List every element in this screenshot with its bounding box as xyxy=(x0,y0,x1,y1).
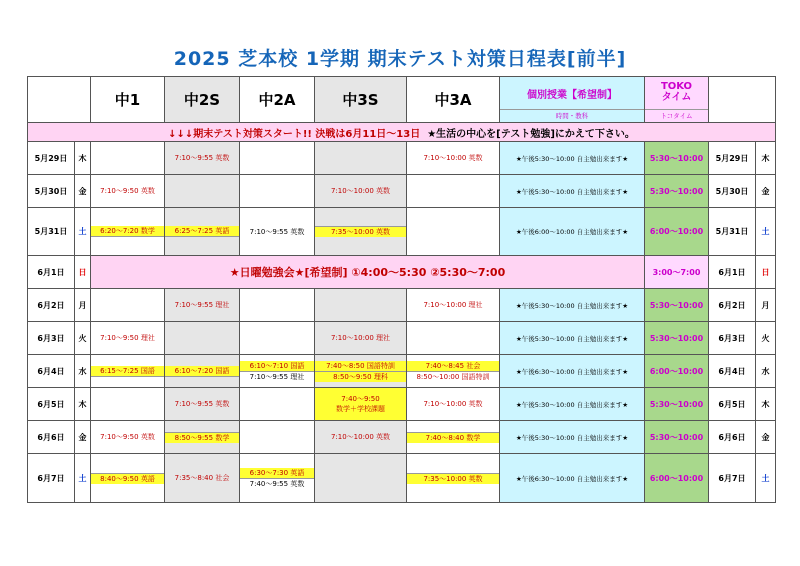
grade-header: 中2A xyxy=(240,77,315,123)
date-cell: 6月4日 xyxy=(28,355,75,388)
toko-header: TOKO タイム トコタイム xyxy=(645,77,709,123)
weekday-cell: 土 xyxy=(75,208,91,256)
class-cell: 7:10～10:00 理社 xyxy=(407,289,500,322)
class-cell: 7:10～10:00 英数 xyxy=(315,421,407,454)
date-cell: 6月3日 xyxy=(709,322,756,355)
date-cell: 6月7日 xyxy=(28,454,75,503)
class-cell: 8:50～9:55 数学 xyxy=(165,421,240,454)
table-row xyxy=(28,322,776,355)
weekday-cell: 金 xyxy=(756,421,776,454)
class-cell: 7:10～10:00 英数 xyxy=(315,175,407,208)
class-cell xyxy=(407,175,500,208)
class-cell: 7:10～9:50 理社 xyxy=(91,322,165,355)
grade-header: 中3S xyxy=(315,77,407,123)
class-cell xyxy=(240,175,315,208)
class-cell xyxy=(91,142,165,175)
class-cell xyxy=(407,322,500,355)
class-cell: 7:35～10:00 英数 xyxy=(407,454,500,503)
class-cell: 6:25～7:25 英語 xyxy=(165,208,240,256)
class-cell: 7:10～9:55 理社 xyxy=(165,289,240,322)
class-cell: 7:10～9:55 英数 xyxy=(165,142,240,175)
class-cell xyxy=(407,208,500,256)
table-row xyxy=(28,208,776,256)
class-cell xyxy=(165,322,240,355)
grade-header: 中3A xyxy=(407,77,500,123)
toko-cell: 5:30～10:00 xyxy=(645,289,709,322)
table-row xyxy=(28,175,776,208)
individual-cell: ★午後5:30～10:00 自主勉出来ます★ xyxy=(500,142,645,175)
toko-cell: 6:00～10:00 xyxy=(645,454,709,503)
date-cell: 6月1日 xyxy=(709,256,756,289)
table-row xyxy=(28,289,776,322)
class-cell: 8:40～9:50 英語 xyxy=(91,454,165,503)
weekday-cell: 木 xyxy=(756,142,776,175)
toko-cell: 5:30～10:00 xyxy=(645,388,709,421)
weekday-cell: 火 xyxy=(75,322,91,355)
class-cell xyxy=(240,421,315,454)
individual-cell: ★午後5:30～10:00 自主勉出来ます★ xyxy=(500,289,645,322)
class-cell xyxy=(315,142,407,175)
toko-cell: 5:30～10:00 xyxy=(645,142,709,175)
banner-row xyxy=(28,123,776,142)
weekday-cell: 水 xyxy=(75,355,91,388)
individual-header: 個別授業【希望制】 時間・教科 xyxy=(500,77,645,123)
table-row xyxy=(28,388,776,421)
class-cell: 7:10～9:55 英数 xyxy=(240,208,315,256)
date-cell: 5月31日 xyxy=(709,208,756,256)
date-cell: 5月30日 xyxy=(28,175,75,208)
date-cell: 5月29日 xyxy=(28,142,75,175)
class-cell: 7:10～10:00 英数 xyxy=(407,388,500,421)
grade-header: 中1 xyxy=(91,77,165,123)
header-row xyxy=(28,77,776,123)
individual-cell: ★午後6:00～10:00 自主勉出来ます★ xyxy=(500,208,645,256)
class-cell: 7:35～10:00 英数 xyxy=(315,208,407,256)
weekday-cell: 月 xyxy=(75,289,91,322)
date-cell: 6月2日 xyxy=(28,289,75,322)
individual-cell: ★午後6:30～10:00 自主勉出来ます★ xyxy=(500,355,645,388)
date-cell: 6月6日 xyxy=(28,421,75,454)
page-title: 2025 芝本校 1学期 期末テスト対策日程表[前半] xyxy=(173,48,627,70)
class-cell: 7:10～10:00 理社 xyxy=(315,322,407,355)
class-cell: 6:20～7:20 数学 xyxy=(91,208,165,256)
class-cell xyxy=(240,142,315,175)
class-cell xyxy=(240,289,315,322)
weekday-cell: 水 xyxy=(756,355,776,388)
toko-cell: 3:00～7:00 xyxy=(645,256,709,289)
individual-cell: ★午後5:30～10:00 自主勉出来ます★ xyxy=(500,322,645,355)
toko-cell: 6:00～10:00 xyxy=(645,355,709,388)
class-cell: 7:40～8:45 社会 8:50～10:00 国語特訓 xyxy=(407,355,500,388)
weekday-cell: 土 xyxy=(75,454,91,503)
date-cell: 6月2日 xyxy=(709,289,756,322)
class-cell xyxy=(91,289,165,322)
date-cell: 6月5日 xyxy=(28,388,75,421)
weekday-cell: 日 xyxy=(756,256,776,289)
table-row xyxy=(28,142,776,175)
class-cell: 6:10～7:10 国語 7:10～9:55 理社 xyxy=(240,355,315,388)
date-cell: 6月7日 xyxy=(709,454,756,503)
weekday-cell: 木 xyxy=(75,388,91,421)
weekday-cell: 金 xyxy=(756,175,776,208)
grade-header: 中2S xyxy=(165,77,240,123)
class-cell: 7:10～10:00 英数 xyxy=(407,142,500,175)
date-cell: 6月4日 xyxy=(709,355,756,388)
table-row xyxy=(28,256,776,289)
class-cell: 7:40～8:50 国語特訓 8:50～9:50 理科 xyxy=(315,355,407,388)
class-cell: 7:35～8:40 社会 xyxy=(165,454,240,503)
table-row xyxy=(28,421,776,454)
weekday-cell: 金 xyxy=(75,421,91,454)
class-cell: 7:10～9:50 英数 xyxy=(91,175,165,208)
class-cell: 6:15～7:25 国語 xyxy=(91,355,165,388)
individual-cell: ★午後5:30～10:00 自主勉出来ます★ xyxy=(500,175,645,208)
class-cell xyxy=(240,388,315,421)
toko-cell: 5:30～10:00 xyxy=(645,322,709,355)
weekday-cell: 木 xyxy=(75,142,91,175)
class-cell: 7:40～9:50 数学＋学校課題 xyxy=(315,388,407,421)
class-cell xyxy=(165,175,240,208)
class-cell: 7:10～9:50 英数 xyxy=(91,421,165,454)
individual-cell: ★午後5:30～10:00 自主勉出来ます★ xyxy=(500,421,645,454)
weekday-cell: 金 xyxy=(75,175,91,208)
toko-cell: 5:30～10:00 xyxy=(645,421,709,454)
toko-cell: 5:30～10:00 xyxy=(645,175,709,208)
individual-cell: ★午後5:30～10:00 自主勉出来ます★ xyxy=(500,388,645,421)
class-cell: 7:40～8:40 数学 xyxy=(407,421,500,454)
class-cell xyxy=(240,322,315,355)
date-cell: 6月5日 xyxy=(709,388,756,421)
individual-cell: ★午後6:30～10:00 自主勉出来ます★ xyxy=(500,454,645,503)
weekday-cell: 日 xyxy=(75,256,91,289)
weekday-cell: 木 xyxy=(756,388,776,421)
date-cell: 6月3日 xyxy=(28,322,75,355)
date-cell: 5月31日 xyxy=(28,208,75,256)
table-row xyxy=(28,454,776,503)
weekday-cell: 土 xyxy=(756,208,776,256)
class-cell xyxy=(315,454,407,503)
toko-cell: 6:00～10:00 xyxy=(645,208,709,256)
weekday-cell: 土 xyxy=(756,454,776,503)
class-cell: 7:10～9:55 英数 xyxy=(165,388,240,421)
date-cell: 5月29日 xyxy=(709,142,756,175)
date-cell: 6月6日 xyxy=(709,421,756,454)
class-cell xyxy=(91,388,165,421)
class-cell xyxy=(315,289,407,322)
weekday-cell: 火 xyxy=(756,322,776,355)
banner: ↓↓↓期末テスト対策スタート!! 決戦は6月11日～13日 ★生活の中心を[テスト勉強]にかえて下さい。 xyxy=(28,123,776,142)
schedule-table xyxy=(27,76,776,503)
weekday-cell: 月 xyxy=(756,289,776,322)
class-cell: 6:10～7:20 国語 xyxy=(165,355,240,388)
table-row xyxy=(28,355,776,388)
class-cell: 6:30～7:30 英語 7:40～9:55 英数 xyxy=(240,454,315,503)
date-cell: 6月1日 xyxy=(28,256,75,289)
sunday-study-banner: ★日曜勉強会★[希望制] ①4:00～5:30 ②5:30～7:00 xyxy=(91,256,645,289)
date-cell: 5月30日 xyxy=(709,175,756,208)
